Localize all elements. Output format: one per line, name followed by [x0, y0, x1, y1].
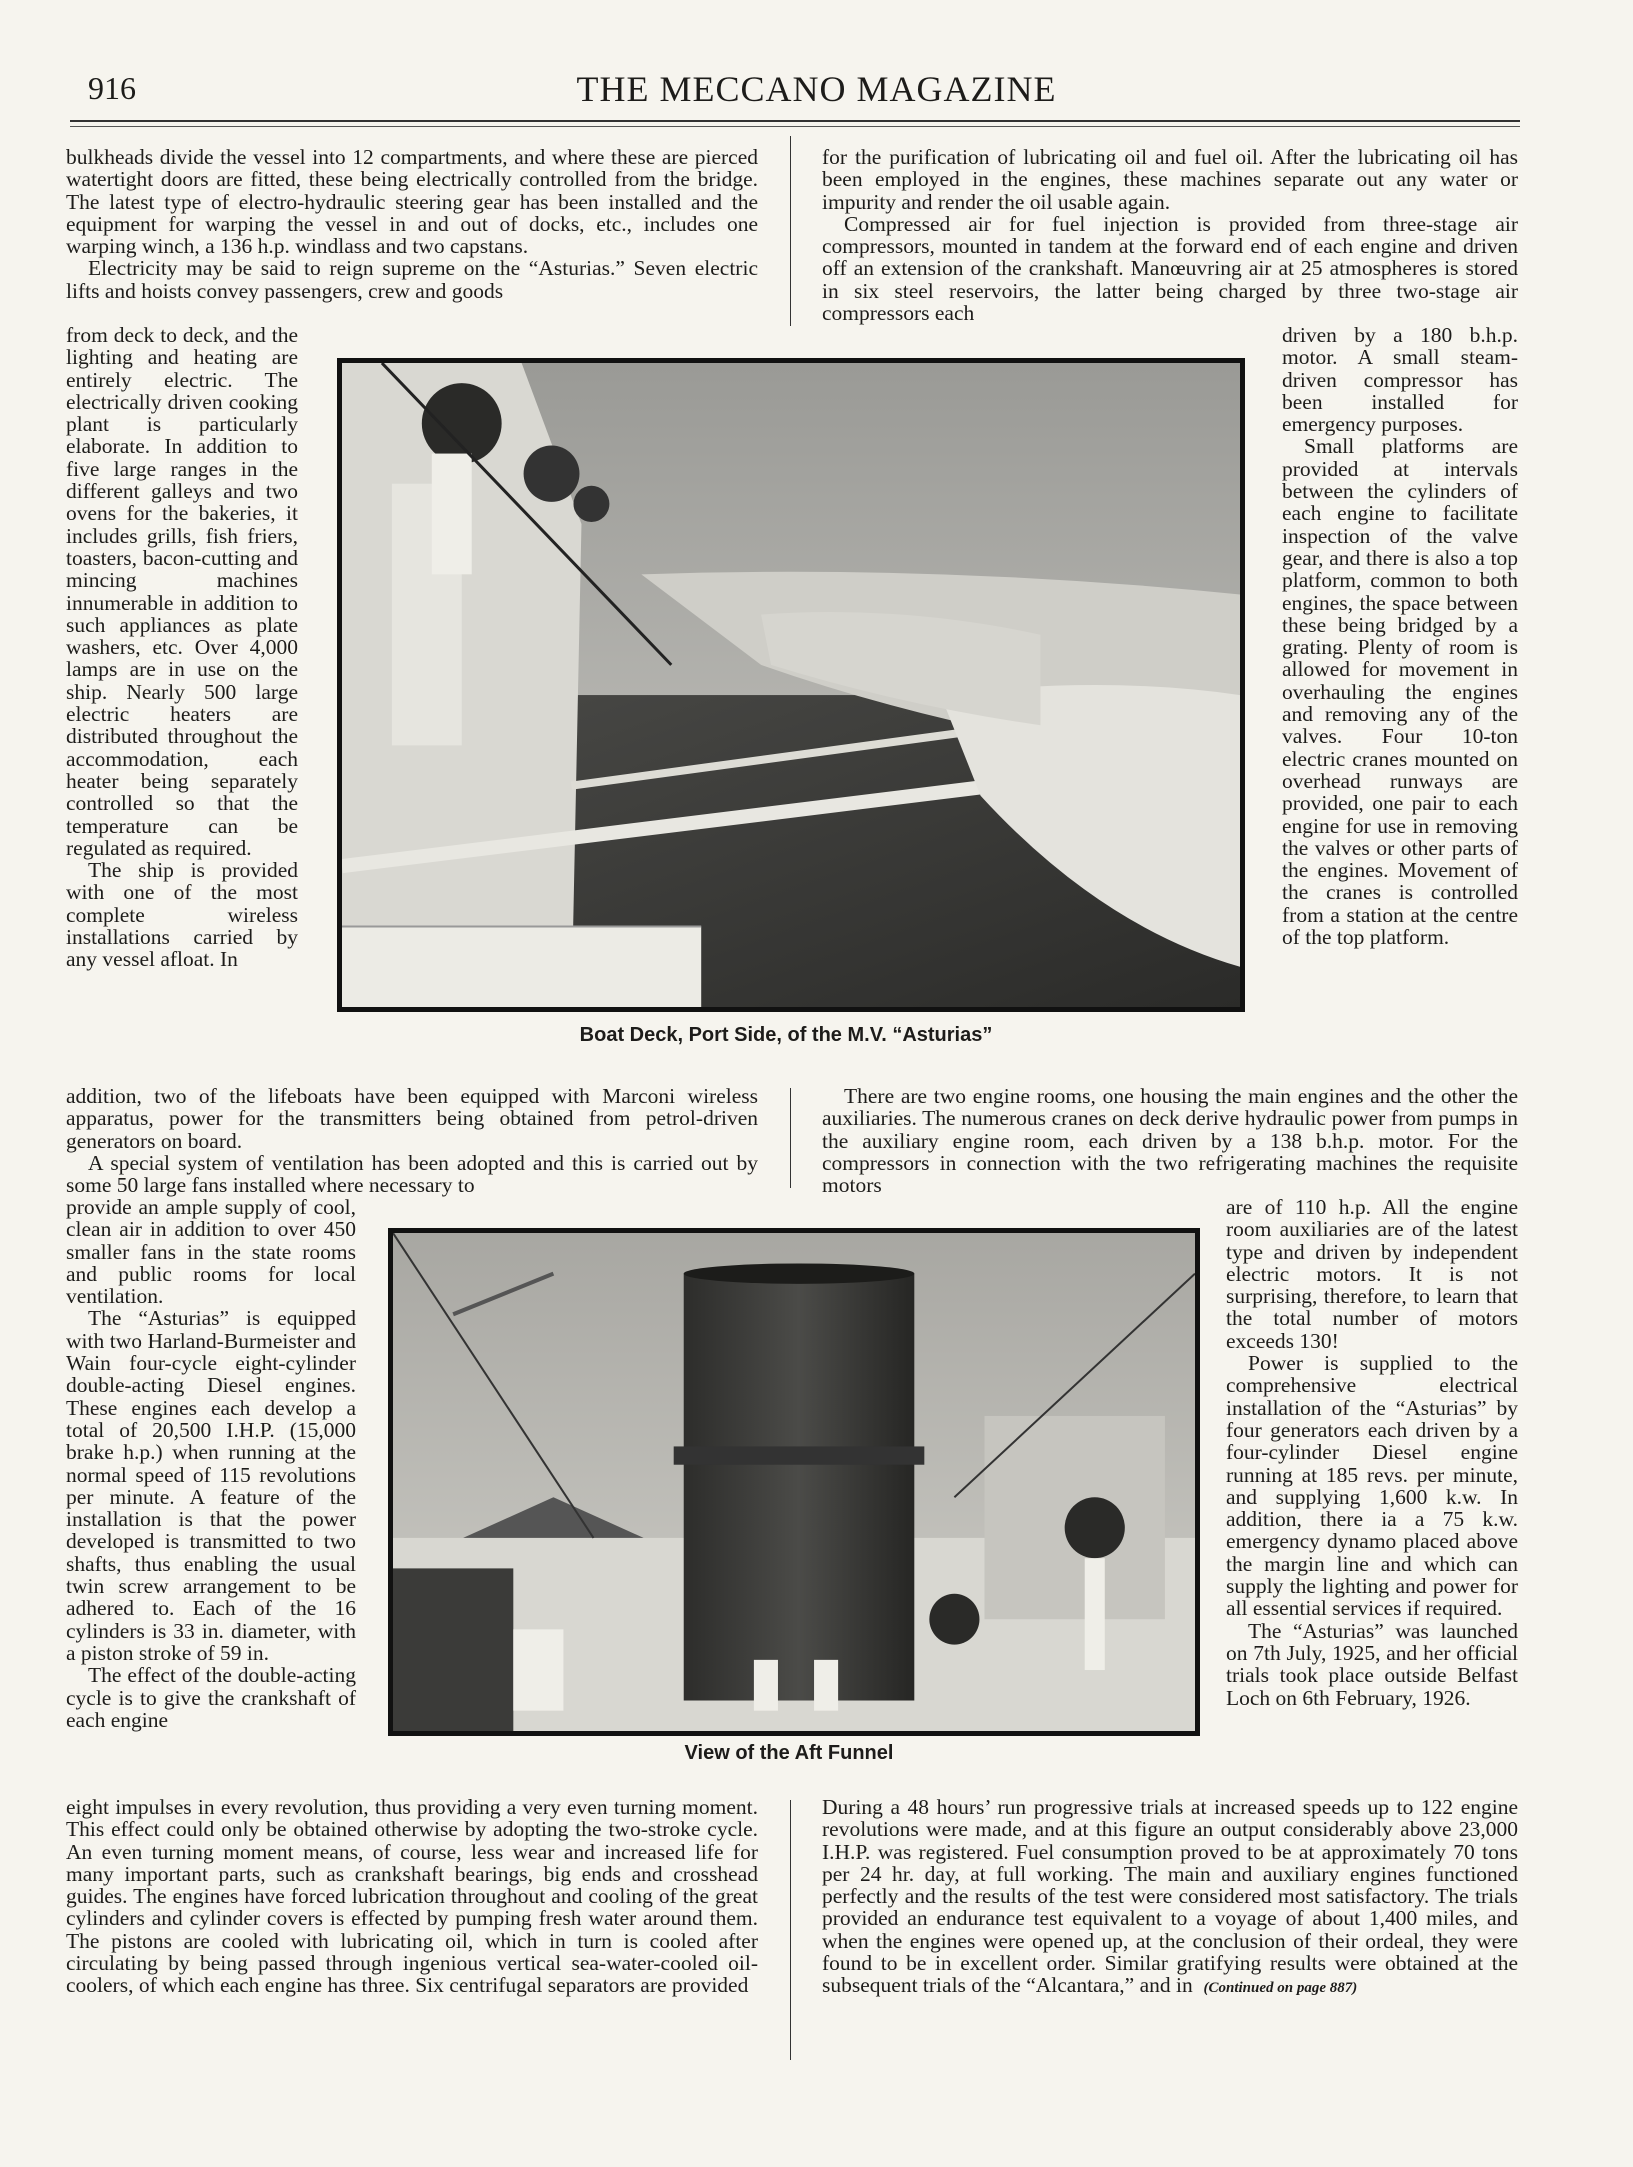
right-column-bottom: [822, 1796, 1518, 2000]
paragraph-marconi: addition, two of the lifeboats have been equipped with Marconi wireless apparatus, power for the transmitters being obtained from petrol-driven generators on board.: [66, 1084, 758, 1153]
paragraph-electricity: Electricity may be said to reign supreme on the “Asturias.” Seven electric lifts and hoists convey passengers, crew and goods: [66, 256, 758, 303]
paragraph-motor: driven by a 180 b.h.p. motor. A small steam-driven compressor has been installed for emergency purposes.: [1282, 323, 1518, 437]
paragraph-double-acting: The effect of the double-acting cycle is to give the crankshaft of each engine: [66, 1663, 356, 1732]
paragraph-power-supply: Power is supplied to the comprehensive electrical installation of the “Asturias” by four generators each driven by a four-cylinder Diesel engine running at 185 revs. per minute, and supplying 1,600 k.w. In addition, there ia a 75 k.w. emergency dynamo placed above the margin line and which can supply the lighting and power for all essential services if required.: [1226, 1351, 1518, 1621]
right-column-narrow: [1282, 324, 1518, 948]
column-divider-top: [790, 136, 791, 326]
column-divider-bottom: [790, 1800, 791, 2060]
boat-deck-illustration: [342, 363, 1240, 1007]
paragraph-trials-text: During a 48 hours’ run progressive trials at increased speeds up to 122 engine revolutions were made, and at this figure an output considerably above 23,000 I.H.P. was registered. Fuel consumption proved to be at approximately 70 tons per 24 hr. day, at full working. The main and auxiliary engines functioned perfectly and the results of the test were considered most satisfactory. The trials provided an endurance test equivalent to a voyage of about 1,400 miles, and when the engines were opened up, at the conclusion of their ordeal, they were found to be in excellent order. Similar gratifying results were obtained at the subsequent trials of the “Alcantara,” and in: [822, 1795, 1518, 1998]
magazine-title: THE MECCANO MAGAZINE: [576, 69, 1057, 109]
left-column-mid: [66, 1085, 758, 1196]
paragraph-ventilation: A special system of ventilation has been adopted and this is carried out by some 50 large fans installed where necessary to: [66, 1150, 758, 1198]
right-column-mid: [822, 1085, 1518, 1196]
left-column-top: [66, 146, 758, 302]
continued-note: (Continued on page 887): [1203, 1980, 1358, 1997]
paragraph-auxiliaries: are of 110 h.p. All the engine room auxiliaries are of the latest type and driven by independent electric motors. It is not surprising, therefore, to learn that the total number of motors exceeds 130!: [1226, 1195, 1518, 1353]
right-column-narrow2: [1226, 1196, 1518, 1709]
paragraph-wireless: The ship is provided with one of the most complete wireless installations carried by any vessel afloat. In: [66, 858, 298, 972]
paragraph-compressed-air: Compressed air for fuel injection is provided from three-stage air compressors, mounted in tandem at the forward end of each engine and driven off an extension of the crankshaft. Manœuvring air at 25 atmospheres is stored in six steel reservoirs, the latter being charged by three two-stage air compressors each: [822, 211, 1518, 326]
left-column-narrow: [66, 324, 298, 971]
paragraph-platforms: Small platforms are provided at intervals between the cylinders of each engine to facilitate inspection of the valve gear, and there is also a top platform, common to both engines, the space between these being bridged by a grating. Plenty of room is allowed for movement in overhauling the engines and removing any of the valves. Four 10-ton electric cranes mounted on overhead runways are provided, one pair to each engine for use in removing the valves or other parts of the engines. Movement of the cranes is controlled from a station at the centre of the top platform.: [1282, 434, 1518, 950]
paragraph-turning-moment: eight impulses in every revolution, thus providing a very even turning moment. This effect could only be obtained otherwise by adopting the two-stroke cycle. An even turning moment means, of course, less wear and increased life for many important parts, such as crankshaft bearings, big ends and crosshead guides. The engines have forced lubrication throughout and cooling of the great cylinders and cylinder covers is effected by pumping fresh water around them. The pistons are cooled with lubricating oil, which in turn is cooled after circulating by being passed through ingenious vertical sea-water-cooled oil-coolers, of which each engine has three. Six centrifugal separators are provided: [66, 1795, 758, 1998]
aft-funnel-photo: [388, 1228, 1200, 1736]
boat-deck-caption: Boat Deck, Port Side, of the M.V. “Asturias”: [579, 1024, 993, 1046]
paragraph-trials: [822, 1796, 1518, 2000]
right-column-top: [822, 146, 1518, 324]
boat-deck-photo: [337, 358, 1245, 1012]
page-number: 916: [88, 70, 136, 106]
paragraph-engines: The “Asturias” is equipped with two Harland-Burmeister and Wain four-cycle eight-cylinder double-acting Diesel engines. These engines each develop a total of 20,500 I.H.P. (15,000 brake h.p.) when running at the normal speed of 115 revolutions per minute. A feature of the installation is that the power developed is transmitted to two shafts, thus enabling the usual twin screw arrangement to be adhered to. Each of the 16 cylinders is 33 in. diameter, with a piston stroke of 59 in.: [66, 1306, 356, 1665]
paragraph-purification: for the purification of lubricating oil and fuel oil. After the lubricating oil has been employed in the engines, these machines separate out any water or impurity and render the oil usable again.: [822, 145, 1518, 214]
aft-funnel-caption: View of the Aft Funnel: [684, 1742, 894, 1764]
left-column-bottom: [66, 1796, 758, 1997]
column-divider-mid: [790, 1088, 791, 1188]
header-rule: [70, 120, 1520, 122]
aft-funnel-illustration: [393, 1233, 1195, 1731]
paragraph-fans: provide an ample supply of cool, clean air in addition to over 450 smaller fans in the state rooms and public rooms for local ventilation.: [66, 1195, 356, 1309]
paragraph-electric-appliances: from deck to deck, and the lighting and heating are entirely electric. The electrically driven cooking plant is particularly elaborate. In addition to five large ranges in the different galleys and two ovens for the bakeries, it includes grills, fish friers, toasters, bacon-cutting and mincing machines innumerable in addition to such appliances as plate washers, etc. Over 4,000 lamps are in use on the ship. Nearly 500 large electric heaters are distributed throughout the accommodation, each heater being separately controlled so that the temperature can be regulated as required.: [66, 323, 298, 860]
paragraph-bulkheads: bulkheads divide the vessel into 12 compartments, and where these are pierced watertight doors are fitted, these being electrically controlled from the bridge. The latest type of electro-hydraulic steering gear has been installed and the equipment for warping the vessel in and out of docks, etc., includes one warping winch, a 136 h.p. windlass and two capstans.: [66, 145, 758, 259]
header-rule-thin: [70, 126, 1520, 127]
paragraph-engine-rooms: There are two engine rooms, one housing the main engines and the other the auxiliaries. The numerous cranes on deck derive hydraulic power from pumps in the auxiliary engine room, each driven by a 138 b.h.p. motor. For the compressors in connection with the two refrigerating machines the requisite motors: [822, 1084, 1518, 1198]
left-column-narrow2: [66, 1196, 356, 1731]
paragraph-launched: The “Asturias” was launched on 7th July, 1925, and her official trials took place outside Belfast Loch on 6th February, 1926.: [1226, 1618, 1518, 1710]
